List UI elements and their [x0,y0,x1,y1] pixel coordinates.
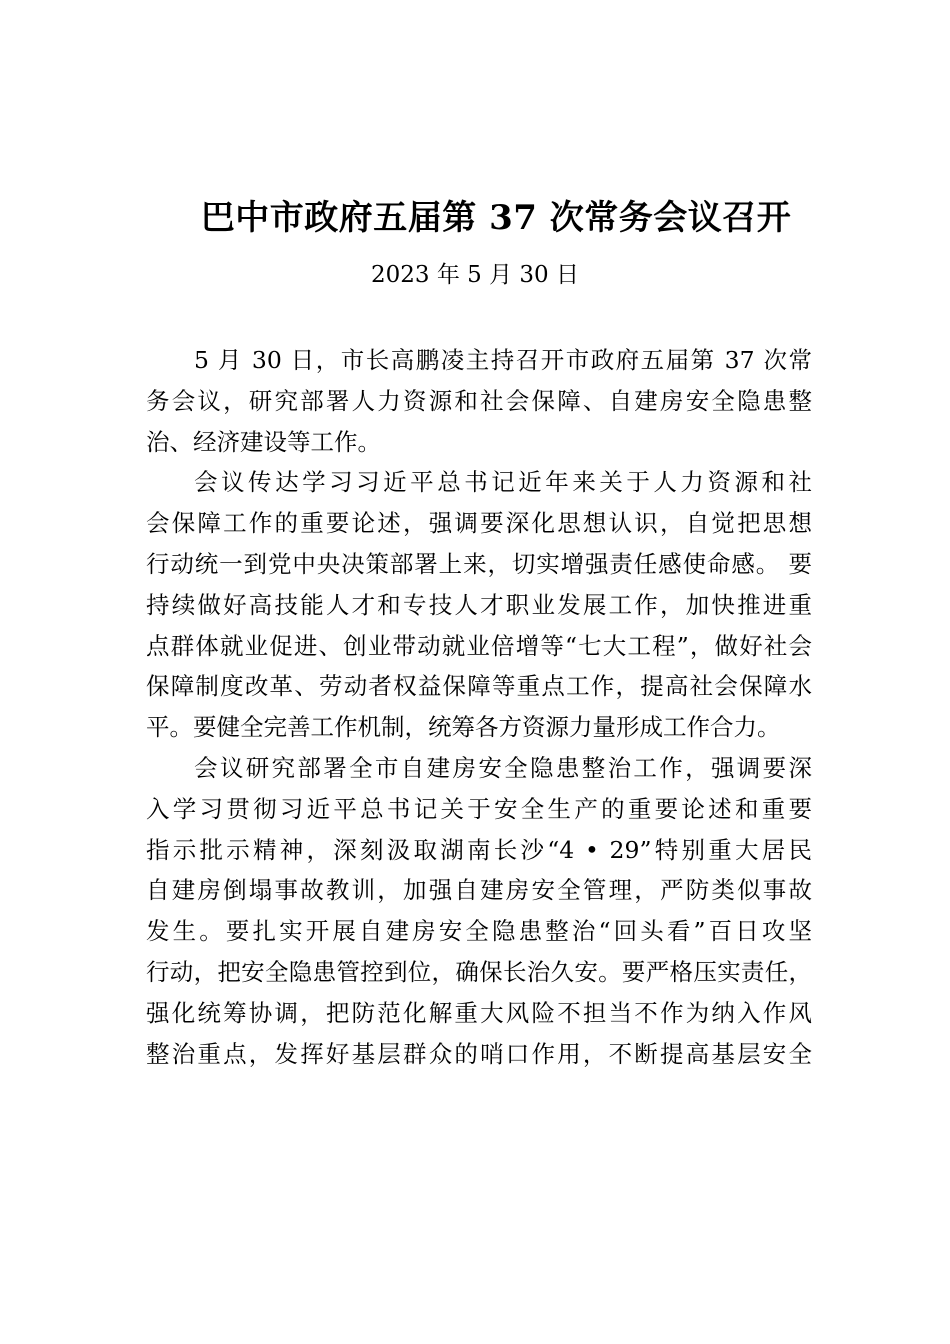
body-line: 会议研究部署全市自建房安全隐患整治工作，强调要深 [194,753,812,782]
body-line: 会议传达学习习近平总书记近年来关于人力资源和社 [194,468,812,497]
body-line: 点群体就业促进、创业带动就业倍增等“七大工程”，做好社会 [146,631,812,660]
body-line: 治、经济建设等工作。 [146,427,381,456]
body-line: 保障制度改革、劳动者权益保障等重点工作，提高社会保障水 [146,672,812,701]
document-title: 巴中市政府五届第 37 次常务会议召开 [200,198,792,238]
body-line: 强化统筹协调，把防范化解重大风险不担当不作为纳入作风 [146,998,812,1027]
document-body [146,340,812,1074]
body-line: 行动统一到党中央决策部署上来，切实增强责任感使命感。 要 [146,549,812,578]
body-line: 持续做好高技能人才和专技人才职业发展工作，加快推进重 [146,590,812,619]
document-date: 2023 年 5 月 30 日 [371,262,579,288]
body-line: 行动，把安全隐患管控到位，确保长治久安。要严格压实责任， [146,957,812,986]
body-line: 自建房倒塌事故教训，加强自建房安全管理，严防类似事故 [146,876,812,905]
body-line: 5 月 30 日，市长高鹏凌主持召开市政府五届第 37 次常 [194,346,812,374]
body-line: 平。要健全完善工作机制，统筹各方资源力量形成工作合力。 [146,713,781,742]
body-line: 会保障工作的重要论述，强调要深化思想认识，自觉把思想 [146,509,812,538]
body-line: 务会议，研究部署人力资源和社会保障、自建房安全隐患整 [146,386,812,415]
body-line: 指示批示精神，深刻汲取湖南长沙“4 • 29”特别重大居民 [146,835,812,864]
body-line: 入学习贯彻习近平总书记关于安全生产的重要论述和重要 [146,794,812,823]
body-line: 整治重点，发挥好基层群众的哨口作用，不断提高基层安全 [146,1039,812,1068]
body-line: 发生。要扎实开展自建房安全隐患整治“回头看”百日攻坚 [146,917,812,946]
